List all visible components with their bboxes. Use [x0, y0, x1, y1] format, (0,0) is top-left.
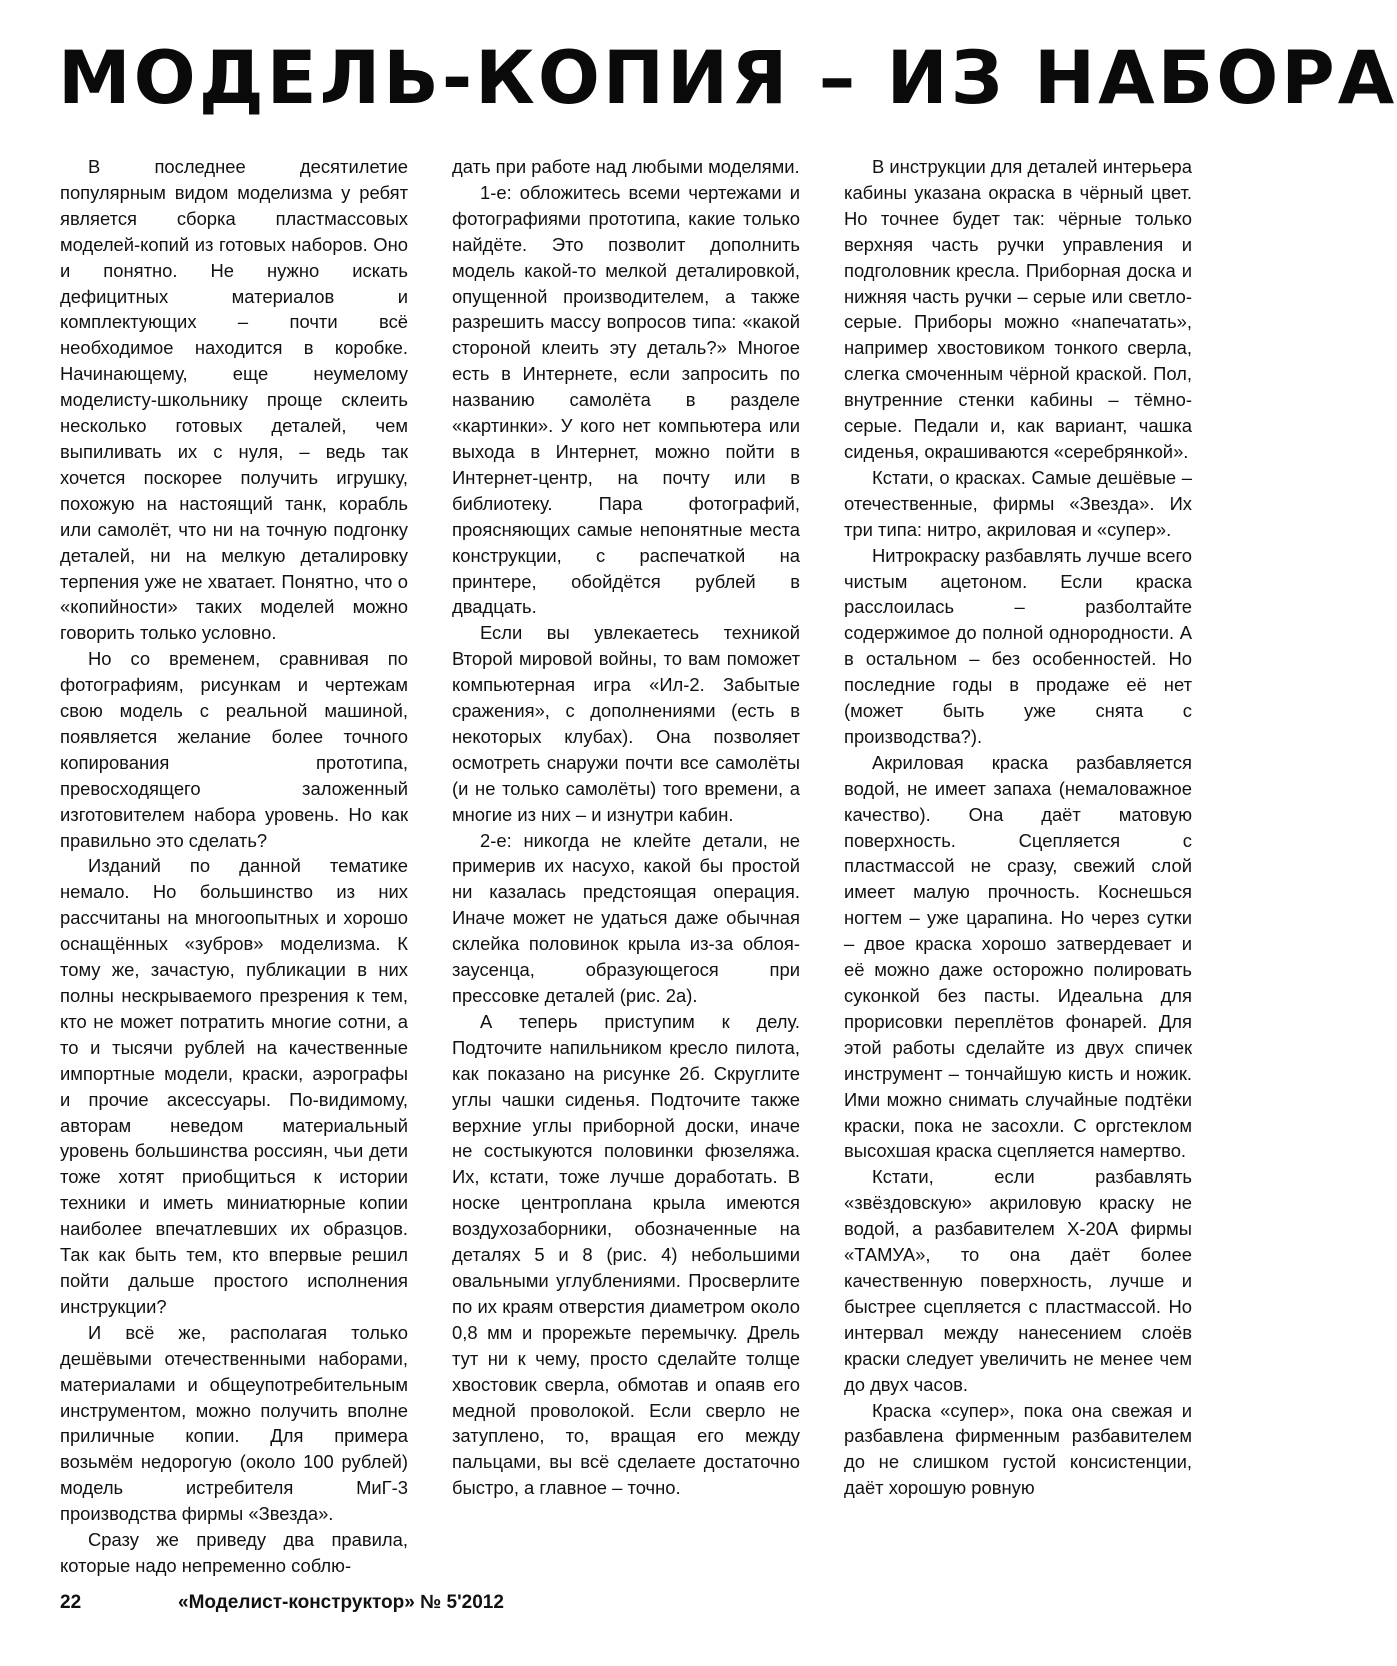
- paragraph: А теперь приступим к делу. Подточите напильником кресло пилота, как показано на рисунке 2б. Скруглите углы чашки сиденья. Подточите также верхние углы приборной доски, иначе не состыкуются половинки фюзеляжа. Их, кстати, тоже лучше доработать. В носке центроплана крыла имеются воздухозаборники, обозначенные на деталях 5 и 8 (рис. 4) небольшими овальными углублениями. Просверлите по их краям отверстия диаметром около 0,8 мм и прорежьте перемычку. Дрель тут ни к чему, просто сделайте толще хвостовик сверла, обмотав и опаяв его медной проволокой. Если сверло не затуплено, то, вращая его между пальцами, вы всё сделаете достаточно быстро, а главное – точно.: [452, 1010, 800, 1499]
- article-title: МОДЕЛЬ-КОПИЯ – ИЗ НАБОРА: [58, 36, 1397, 121]
- paragraph: 1-е: обложитесь всеми чертежами и фотографиями прототипа, какие только найдёте. Это позволит дополнить модель какой-то мелкой деталировкой, опущенной производителем, а также разрешить массу вопросов типа: «какой стороной клеить эту деталь?» Многое есть в Интернете, если запросить по названию самолёта в разделе «картинки». У кого нет компьютера или выхода в Интернет, можно пойти в Интернет-центр, на почту или в библиотеку. Пара фотографий, проясняющих самые непонятные места конструкции, с распечаткой на принтере, обойдётся рублей в двадцать.: [452, 181, 800, 618]
- text-column-2: [452, 154, 800, 1544]
- text-column-1: [60, 154, 408, 1576]
- article-body: [60, 154, 1192, 1576]
- paragraph: И всё же, располагая только дешёвыми отечественными наборами, материалами и общеупотребительным инструментом, можно получить вполне приличные копии. Для примера возьмём недорогую (около 100 рублей) модель истребителя МиГ-3 производства фирмы «Звезда».: [60, 1321, 408, 1525]
- paragraph: В последнее десятилетие популярным видом моделизма у ребят является сборка пластмассовых моделей-копий из готовых наборов. Оно и понятно. Не нужно искать дефицитных материалов и комплектующих – почти всё необходимое находится в коробке. Начинающему, еще неумелому моделисту-школьнику проще склеить несколько готовых деталей, чем выпиливать их с нуля, – ведь так хочется поскорее получить игрушку, похожую на настоящий танк, корабль или самолёт, что ни на точную подгонку деталей, ни на мелкую деталировку терпения уже не хватает. Понятно, что о «копийности» таких моделей можно говорить только условно.: [60, 156, 408, 644]
- paragraph: Краска «супер», пока она свежая и разбавлена фирменным разбавителем до не слишком густой консистенции, даёт хорошую ровную: [844, 1399, 1192, 1499]
- paragraph: Кстати, о красках. Самые дешёвые – отечественные, фирмы «Звезда». Их три типа: нитро, акриловая и «супер».: [844, 466, 1192, 540]
- paragraph: Акриловая краска разбавляется водой, не имеет запаха (немаловажное качество). Она даёт матовую поверхность. Сцепляется с пластмассой не сразу, свежий слой имеет малую прочность. Коснешься ногтем – уже царапина. Но через сутки – двое краска хорошо затвердевает и её можно даже осторожно полировать суконкой без пасты. Идеальна для прорисовки переплётов фонарей. Для этой работы сделайте из двух спичек инструмент – тончайшую кисть и ножик. Ими можно снимать случайные подтёки краски, пока не засохли. С оргстеклом высохшая краска сцепляется намертво.: [844, 751, 1192, 1162]
- paragraph: Кстати, если разбавлять «звёздовскую» акриловую краску не водой, а разбавителем Х-20А фирмы «ТАМУА», то она даёт более качественную поверхность, лучше и быстрее сцепляется с пластмассой. Но интервал между нанесением слоёв краски следует увеличить не менее чем до двух часов.: [844, 1166, 1192, 1395]
- page-number: 22: [60, 1592, 82, 1613]
- paragraph: 2-е: никогда не клейте детали, не примерив их насухо, какой бы простой ни казалась предстоящая операция. Иначе может не удаться даже обычная склейка половинок крыла из-за облоя-заусенца, образующегося при прессовке деталей (рис. 2а).: [452, 829, 800, 1006]
- magazine-issue: «Моделист-конструктор» № 5'2012: [178, 1592, 504, 1613]
- text-column-3: [844, 154, 1192, 1544]
- paragraph-continued: дать при работе над любыми моделями.: [452, 156, 800, 177]
- paragraph: Нитрокраску разбавлять лучше всего чистым ацетоном. Если краска расслоилась – разболтайте содержимое до полной однородности. А в остальном – без особенностей. Но последние годы в продаже её нет (может быть уже снята с производства?).: [844, 544, 1192, 747]
- paragraph: Сразу же приведу два правила, которые надо непременно соблю-: [60, 1529, 408, 1576]
- paragraph: Если вы увлекаетесь техникой Второй мировой войны, то вам поможет компьютерная игра «Ил-2. Забытые сражения», с дополнениями (есть в некоторых клубах). Она позволяет осмотреть снаружи почти все самолёты (и не только самолёты) того времени, а многие из них – и изнутри кабин.: [452, 622, 800, 825]
- paragraph: Но со временем, сравнивая по фотографиям, рисункам и чертежам свою модель с реальной машиной, появляется желание более точного копирования прототипа, превосходящего заложенный изготовителем набора уровень. Но как правильно это сделать?: [60, 648, 408, 851]
- paragraph: В инструкции для деталей интерьера кабины указана окраска в чёрный цвет. Но точнее будет так: чёрные только верхняя часть ручки управления и подголовник кресла. Приборная доска и нижняя часть ручки – серые или светло-серые. Приборы можно «напечатать», например хвостовиком тонкого сверла, слегка смоченным чёрной краской. Пол, внутренние стенки кабины – тёмно-серые. Педали и, как вариант, чашка сиденья, окрашиваются «серебрянкой».: [844, 156, 1192, 462]
- paragraph: Изданий по данной тематике немало. Но большинство из них рассчитаны на многоопытных и хорошо оснащённых «зубров» моделизма. К тому же, зачастую, публикации в них полны нескрываемого презрения к тем, кто не может потратить многие сотни, а то и тысячи рублей на качественные импортные модели, краски, аэрографы и прочие аксессуары. По-видимому, авторам неведом материальный уровень большинства россиян, чьи дети тоже хотят приобщиться к истории техники и иметь миниатюрные копии наиболее впечатлевших их образцов. Так как быть тем, кто впервые решил пойти дальше простого исполнения инструкции?: [60, 855, 408, 1317]
- page-footer: [60, 1592, 660, 1622]
